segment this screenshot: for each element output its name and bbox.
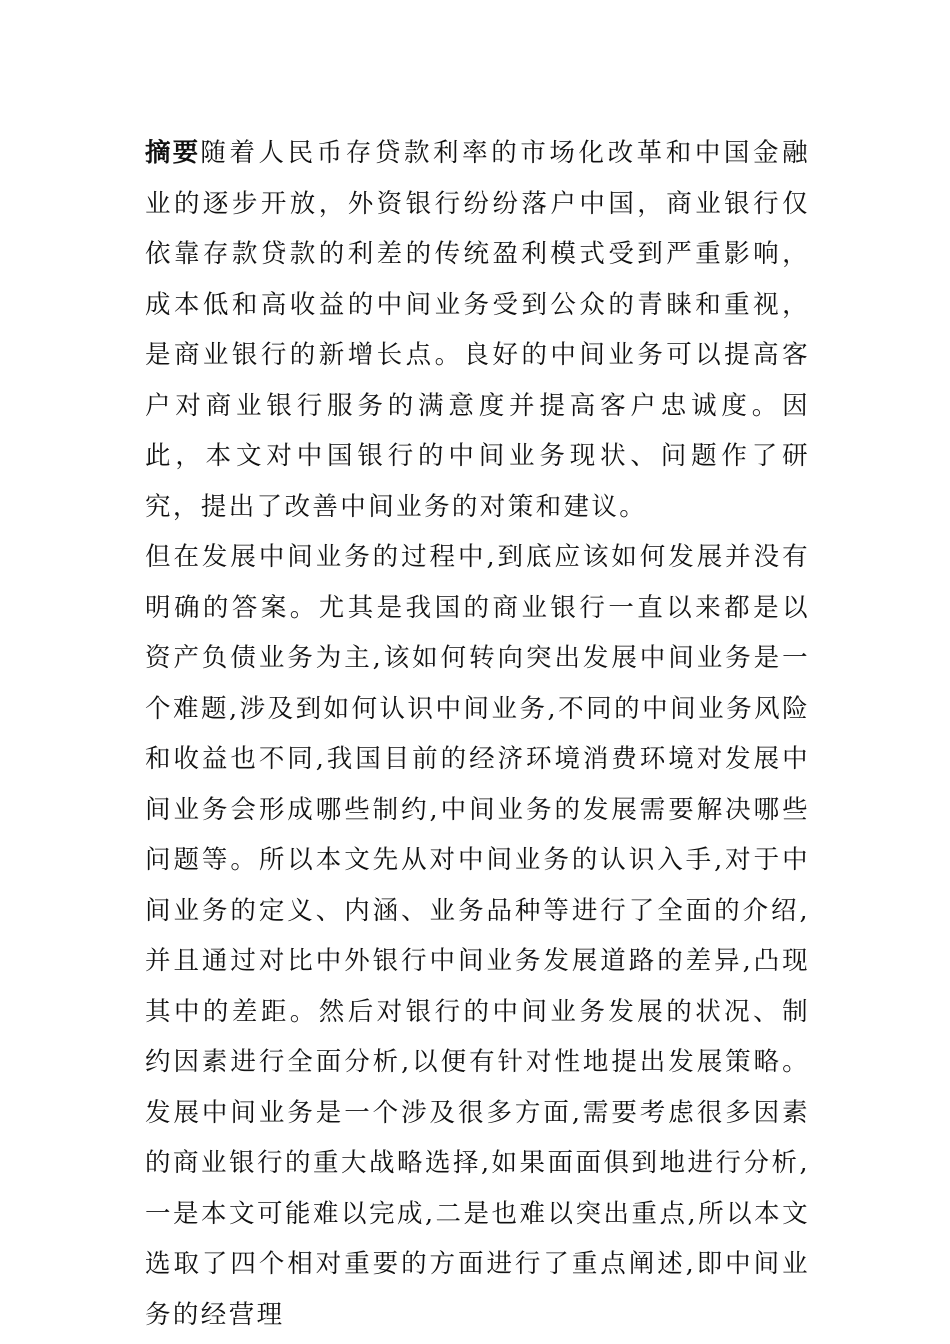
- document-page: [145, 128, 810, 1340]
- body-paragraph: 但在发展中间业务的过程中,到底应该如何发展并没有明确的答案。尤其是我国的商业银行一直以来都是以资产负债业务为主,该如何转向突出发展中间业务是一个难题,涉及到如何认识中间业务,不同的中间业务风险和收益也不同,我国目前的经济环境消费环境对发展中间业务会形成哪些制约,中间业务的发展需要解决哪些问题等。所以本文先从对中间业务的认识入手,对于中间业务的定义、内涵、业务品种等进行了全面的介绍,并且通过对比中外银行中间业务发展道路的差异,凸现其中的差距。然后对银行的中间业务发展的状况、制约因素进行全面分析,以便有针对性地提出发展策略。发展中间业务是一个涉及很多方面,需要考虑很多因素的商业银行的重大战略选择,如果面面俱到地进行分析,一是本文可能难以完成,二是也难以突出重点,所以本文选取了四个相对重要的方面进行了重点阐述,即中间业务的经营理: [145, 542, 810, 1330]
- abstract-paragraph: [145, 128, 810, 532]
- abstract-text: 随着人民币存贷款利率的市场化改革和中国金融业的逐步开放，外资银行纷纷落户中国，商业银行仅依靠存款贷款的利差的传统盈利模式受到严重影响，成本低和高收益的中间业务受到公众的青睐和重视，是商业银行的新增长点。良好的中间业务可以提高客户对商业银行服务的满意度并提高客户忠诚度。因此，本文对中国银行的中间业务现状、问题作了研究，提出了改善中间业务的对策和建议。: [145, 138, 810, 522]
- abstract-label: 摘要: [145, 138, 201, 168]
